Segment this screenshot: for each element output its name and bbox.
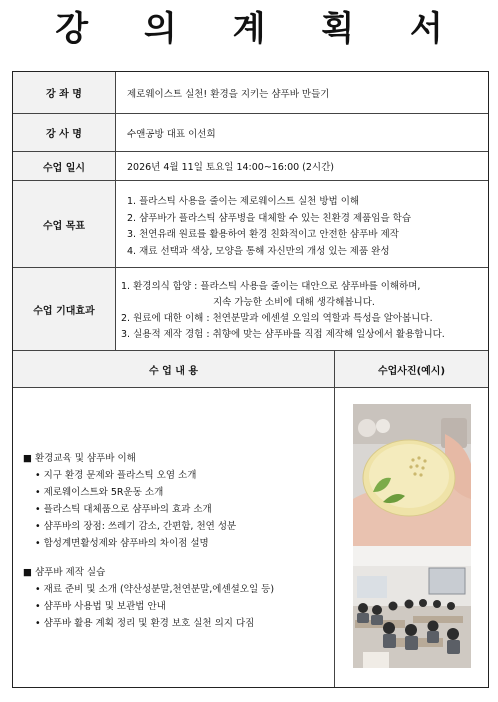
effect-item: 3. 실용적 제작 경험 : 취향에 맞는 샴푸바를 직접 제작해 일상에서 활용합니다. [121, 329, 445, 340]
effects-label: 수업 기대효과 [13, 268, 116, 350]
section-heading: ■ 샴푸바 제작 실습 [23, 567, 106, 578]
goal-item: 3. 천연유래 원료를 활용하여 환경 친화적이고 안전한 샴푸바 제작 [127, 229, 399, 240]
list-item: • 샴푸바 사용법 및 보관법 안내 [35, 601, 166, 612]
effect-item: 2. 원료에 대한 이해 : 천연분말과 에센셜 오일의 역할과 특성을 알아봅니다. [121, 313, 433, 324]
instructor-value: 수앤공방 대표 이선희 [127, 128, 216, 140]
goal-item: 4. 재료 선택과 색상, 모양을 통해 자신만의 개성 있는 제품 완성 [127, 245, 390, 257]
list-item: • 플라스틱 대체품으로 샴푸바의 효과 소개 [35, 504, 212, 515]
datetime-row [13, 152, 488, 181]
effects-list [116, 268, 488, 350]
content-header: 수 업 내 용 [13, 351, 335, 387]
instructor-row [13, 114, 488, 152]
shampoo-bar-image [353, 404, 471, 546]
shampoo-bar-photo [353, 404, 471, 546]
instructor-label: 강 사 명 [13, 114, 116, 151]
classroom-image [353, 546, 471, 668]
list-item: • 재료 준비 및 소개 (약산성분말,천연분말,에센셜오일 등) [35, 584, 275, 595]
course-name-row [13, 72, 488, 114]
list-item: • 지구 환경 문제와 플라스틱 오염 소개 [35, 470, 197, 481]
document-title: 강 의 계 획 서 [55, 9, 465, 49]
lesson-content [13, 388, 335, 687]
datetime-label: 수업 일시 [13, 152, 116, 180]
photo-header: 수업사진(예시) [335, 351, 488, 387]
effects-row [13, 268, 488, 350]
goals-row [13, 181, 488, 268]
list-item: • 합성계면활성제와 샴푸바의 차이점 설명 [35, 538, 209, 549]
course-name-value: 제로웨이스트 실천! 환경을 지키는 샴푸바 만들기 [127, 88, 330, 100]
section-environment-education [23, 450, 236, 552]
goal-item: 1. 플라스틱 사용을 줄이는 제로웨이스트 실천 방법 이해 [127, 196, 360, 207]
goals-label: 수업 목표 [13, 181, 116, 267]
datetime-value: 2026년 4월 11일 토요일 14:00~16:00 (2시간) [127, 162, 334, 173]
class-photo [353, 546, 471, 668]
list-item: • 샴푸바 활용 계획 정리 및 환경 보호 실천 의지 다짐 [35, 618, 255, 629]
content-header-row [13, 350, 488, 388]
lecture-plan-table [12, 71, 489, 688]
section-practice [23, 564, 274, 632]
effect-item: 지속 가능한 소비에 대해 생각해봅니다. [213, 297, 375, 308]
photo-column [335, 388, 488, 687]
section-heading: ■ 환경교육 및 샴푸바 이해 [23, 453, 136, 464]
course-name-label: 강 좌 명 [13, 72, 116, 113]
list-item: • 제로웨이스트와 5R운동 소개 [35, 487, 164, 498]
goal-item: 2. 샴푸바가 플라스틱 샴푸병을 대체할 수 있는 친환경 제품임을 학습 [127, 212, 412, 224]
effect-item: 1. 환경의식 함양 : 플라스틱 사용을 줄이는 대안으로 샴푸바를 이해하며, [121, 281, 421, 292]
list-item: • 샴푸바의 장점: 쓰레기 감소, 간편함, 천연 성분 [35, 521, 237, 532]
goals-list [116, 181, 488, 267]
